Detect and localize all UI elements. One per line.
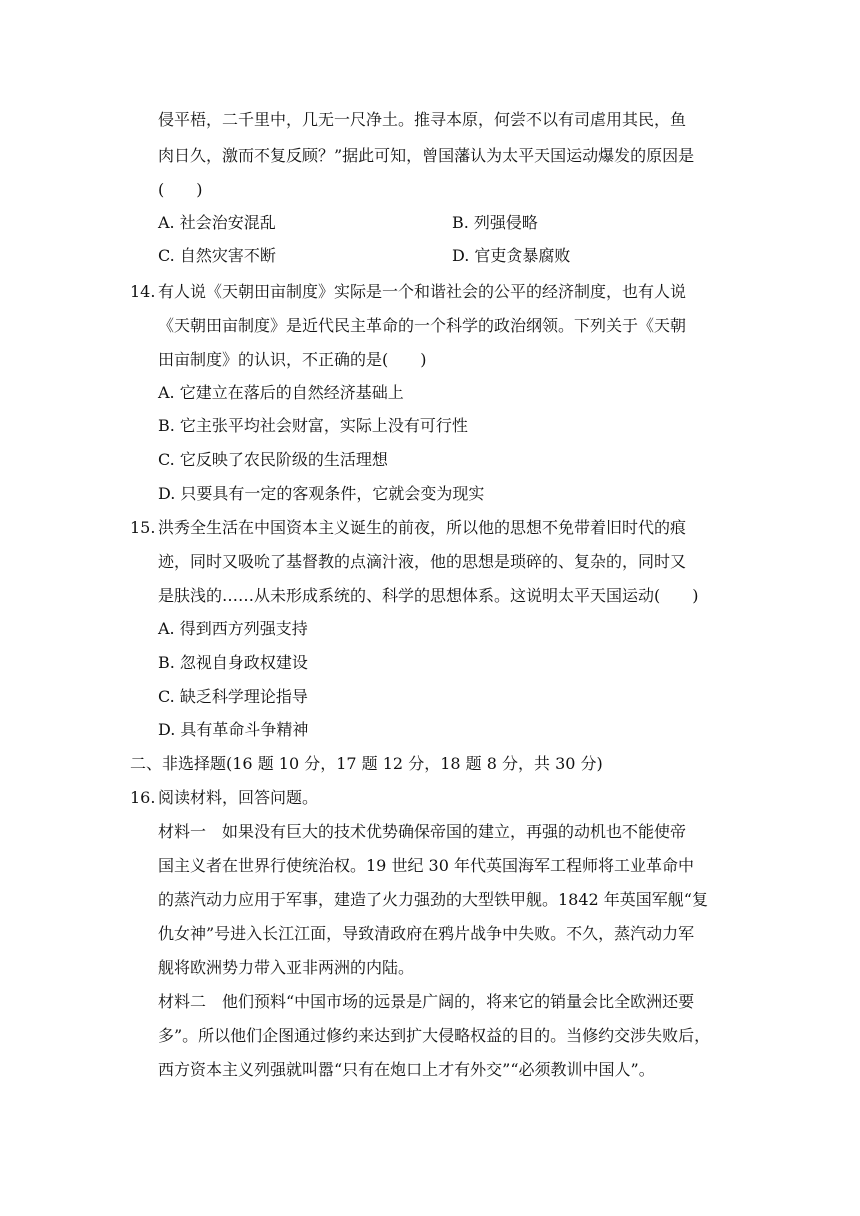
q16-prompt: 阅读材料，回答问题。	[158, 788, 319, 807]
q15-option-d: D. 具有革命斗争精神	[158, 720, 309, 739]
q14-text-line-1: 有人说《天朝田亩制度》实际是一个和谐社会的公平的经济制度，也有人说	[158, 282, 687, 301]
q14-option-d: D. 只要具有一定的客观条件，它就会变为现实	[158, 484, 485, 503]
q13-option-d: D. 官吏贪暴腐败	[452, 246, 571, 265]
q13-answer-bracket: ( )	[158, 180, 203, 199]
q13-option-b: B. 列强侵略	[452, 213, 538, 232]
q13-text-line-1: 侵平梧，二千里中，几无一尺净土。推寻本原，何尝不以有司虐用其民，鱼	[158, 110, 687, 129]
q15-option-a: A. 得到西方列强支持	[158, 619, 308, 638]
material-2-line-1: 材料二 他们预料“中国市场的远景是广阔的，将来它的销量会比全欧洲还要	[158, 992, 695, 1011]
q15-number: 15.	[130, 518, 156, 537]
q15-text-line-2: 迹，同时又吸吮了基督教的点滴汁液，他的思想是琐碎的、复杂的，同时又	[158, 552, 687, 571]
material-2-line-2: 多”。所以他们企图通过修约来达到扩大侵略权益的目的。当修约交涉失败后，	[158, 1026, 711, 1045]
q14-option-c: C. 它反映了农民阶级的生活理想	[158, 450, 388, 469]
q15-option-b: B. 忽视自身政权建设	[158, 653, 308, 672]
q14-option-b: B. 它主张平均社会财富，实际上没有可行性	[158, 416, 468, 435]
material-1-line-3: 的蒸汽动力应用于军事，建造了火力强劲的大型铁甲舰。1842 年英国军舰“复	[158, 890, 708, 909]
q13-option-c: C. 自然灾害不断	[158, 246, 276, 265]
q14-number: 14.	[130, 282, 156, 301]
q14-text-line-2: 《天朝田亩制度》是近代民主革命的一个科学的政治纲领。下列关于《天朝	[158, 316, 687, 335]
material-1-line-5: 舰将欧洲势力带入亚非两洲的内陆。	[158, 958, 415, 977]
q14-text-line-3: 田亩制度》的认识，不正确的是( )	[158, 350, 427, 369]
q14-option-a: A. 它建立在落后的自然经济基础上	[158, 383, 404, 402]
material-1-line-1: 材料一 如果没有巨大的技术优势确保帝国的建立，再强的动机也不能使帝	[158, 822, 687, 841]
q13-text-line-2: 肉日久，激而不复反顾？”据此可知，曾国藩认为太平天国运动爆发的原因是	[158, 146, 695, 165]
material-2-line-3: 西方资本主义列强就叫嚣“只有在炮口上才有外交”“必须教训中国人”。	[158, 1060, 655, 1079]
material-1-line-2: 国主义者在世界行使统治权。19 世纪 30 年代英国海军工程师将工业革命中	[158, 856, 694, 875]
q16-number: 16.	[130, 788, 156, 807]
q15-text-line-1: 洪秀全生活在中国资本主义诞生的前夜，所以他的思想不免带着旧时代的痕	[158, 518, 687, 537]
q15-text-line-3: 是肤浅的……从未形成系统的、科学的思想体系。这说明太平天国运动( )	[158, 586, 699, 605]
q13-option-a: A. 社会治安混乱	[158, 213, 276, 232]
q15-option-c: C. 缺乏科学理论指导	[158, 687, 308, 706]
section-heading: 二、非选择题(16 题 10 分，17 题 12 分，18 题 8 分，共 30 分)	[130, 754, 603, 773]
material-1-line-4: 仇女神”号进入长江江面，导致清政府在鸦片战争中失败。不久，蒸汽动力军	[158, 924, 695, 943]
